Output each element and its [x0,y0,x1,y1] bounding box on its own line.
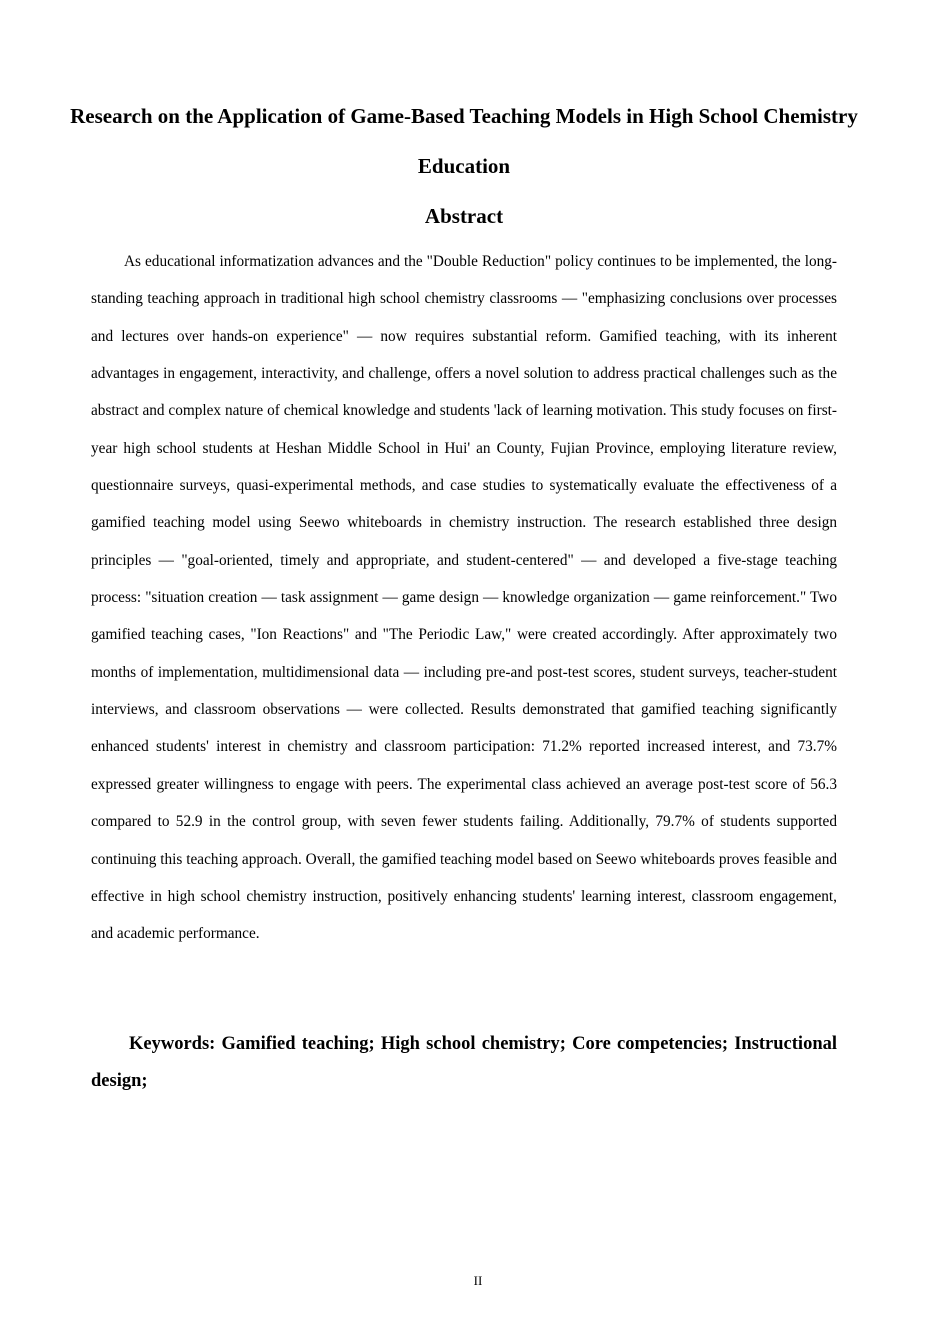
page-number: II [473,1273,483,1288]
abstract-paragraph: As educational informatization advances and the "Double Reduction" policy continues to be implemented, the long-standing teaching approach in traditional high school chemistry classrooms — "emphasizing conclusions over processes and lectures over hands-on experience" — now requires substantial reform. Gamified teaching, with its inherent advantages in engagement, interactivity, and challenge, offers a novel solution to address practical challenges such as the abstract and complex nature of chemical knowledge and students 'lack of learning motivation. This study focuses on first-year high school students at Heshan Middle School in Hui' an County, Fujian Province, employing literature review, questionnaire surveys, quasi-experimental methods, and case studies to systematically evaluate the effectiveness of a gamified teaching model using Seewo whiteboards in chemistry instruction. The research established three design principles — "goal-oriented, timely and appropriate, and student-centered" — and developed a five-stage teaching process: "situation creation — task assignment — game design — knowledge organization — game reinforcement." Two gamified teaching cases, "Ion Reactions" and "The Periodic Law," were created accordingly. After approximately two months of implementation, multidimensional data — including pre-and post-test scores, student surveys, teacher-student interviews, and classroom observations — were collected. Results demonstrated that gamified teaching significantly enhanced students' interest in chemistry and classroom participation: 71.2% reported increased interest, and 73.7% expressed greater willingness to engage with peers. The experimental class achieved an average post-test score of 56.3 compared to 52.9 in the control group, with seven fewer students failing. Additionally, 79.7% of students supported continuing this teaching approach. Overall, the gamified teaching model based on Seewo whiteboards proves feasible and effective in high school chemistry instruction, positively enhancing students' learning interest, classroom engagement, and academic performance. [91,253,837,943]
keywords-line: Keywords: Gamified teaching; High school chemistry; Core competencies; Instructional design; [91,1034,837,1091]
abstract-heading: Abstract [424,204,504,228]
paper-title: Research on the Application of Game-Based Teaching Models in High School Chemistry Education [70,104,858,178]
